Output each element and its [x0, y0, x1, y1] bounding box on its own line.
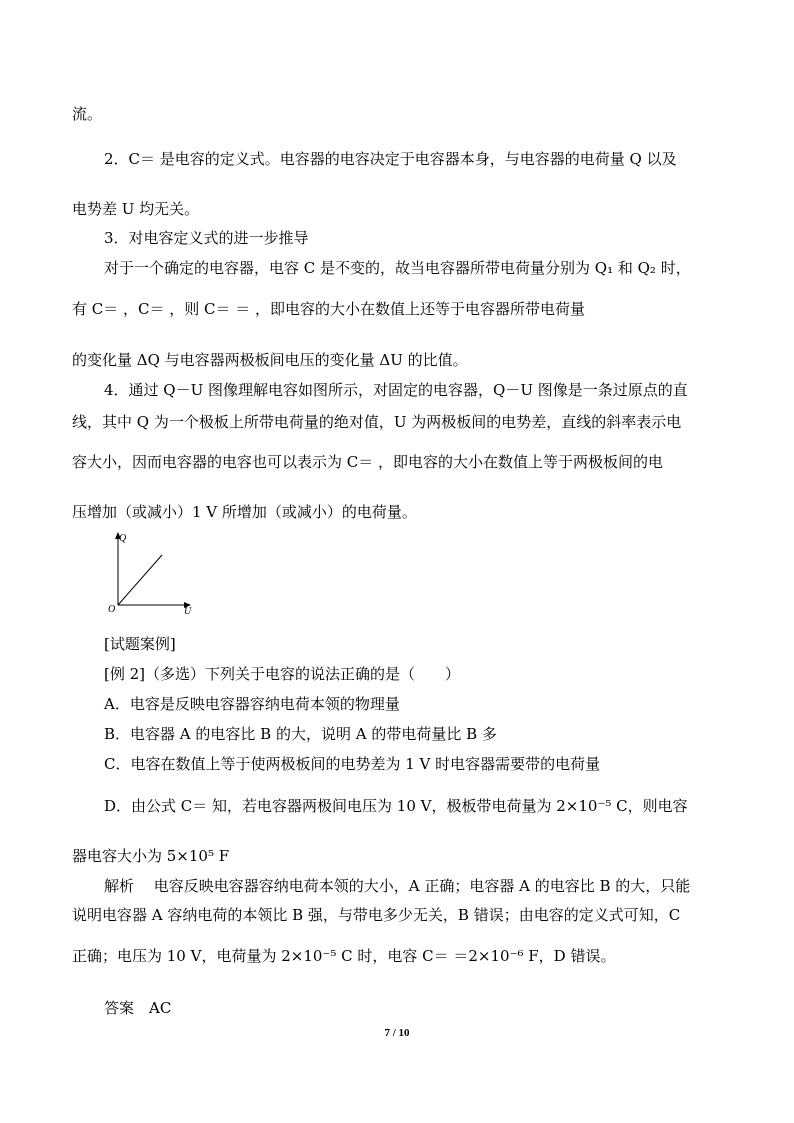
paragraph-line: 压增加（或减小）1 V 所增加（或减小）的电荷量。 — [72, 503, 417, 521]
paragraph-line: 的变化量 ΔQ 与电容器两极板间电压的变化量 ΔU 的比值。 — [72, 351, 468, 369]
analysis-line: 正确；电压为 10 V，电荷量为 2×10⁻⁵ C 时，电容 C＝ ＝2×10⁻⁶ F，D 错误。 — [72, 947, 616, 965]
paragraph-line: 有 C＝ ，C＝ ，则 C＝ ＝ ，即电容的大小在数值上还等于电容器所带电荷量 — [72, 300, 586, 318]
q-u-line — [118, 555, 162, 605]
section-heading: 3．对电容定义式的进一步推导 — [104, 229, 309, 247]
question-stem: [例 2]（多选）下列关于电容的说法正确的是（ ） — [104, 665, 461, 683]
page-number: 7 / 10 — [384, 1027, 410, 1039]
option-a: A．电容是反映电容器容纳电荷本领的物理量 — [104, 695, 400, 713]
analysis-line: 说明电容器 A 容纳电荷的本领比 B 强，与带电多少无关，B 错误；由电容的定义式可知，C — [72, 906, 681, 924]
paragraph-line: 流。 — [72, 105, 103, 123]
paragraph-line: 4．通过 Q－U 图像理解电容如图所示，对固定的电容器，Q－U 图像是一条过原点的直 — [104, 381, 688, 399]
answer-line: 答案 AC — [104, 999, 172, 1017]
origin-label: O — [108, 604, 116, 615]
section-label: [试题案例] — [104, 635, 176, 653]
x-axis-label: U — [184, 606, 192, 615]
paragraph-line: 2．C＝ 是电容的定义式。电容器的电容决定于电容器本身，与电容器的电荷量 Q 以及 — [104, 150, 677, 168]
analysis-line: 解析 电容反映电容器容纳电荷本领的大小，A 正确；电容器 A 的电容比 B 的大，只能 — [104, 877, 691, 895]
y-axis-label: Q — [119, 533, 127, 544]
paragraph-line: 电势差 U 均无关。 — [72, 200, 200, 218]
option-c: C．电容在数值上等于使两极板间的电势差为 1 V 时电容器需要带的电荷量 — [104, 755, 601, 773]
paragraph-line: 容大小，因而电容器的电容也可以表示为 C＝ ，即电容的大小在数值上等于两极板间的电 — [72, 453, 664, 471]
option-b: B．电容器 A 的电容比 B 的大，说明 A 的带电荷量比 B 多 — [104, 725, 497, 743]
paragraph-line: 线，其中 Q 为一个极板上所带电荷量的绝对值，U 为两极板间的电势差，直线的斜率表示电 — [72, 413, 682, 431]
option-d: D．由公式 C＝ 知，若电容器两极间电压为 10 V，极板带电荷量为 2×10⁻⁵ C，则电容 — [104, 797, 688, 815]
q-u-graph — [104, 530, 204, 615]
option-d-continued: 器电容大小为 5×10⁵ F — [72, 847, 230, 865]
paragraph-line: 对于一个确定的电容器，电容 C 是不变的，故当电容器所带电荷量分别为 Q₁ 和 Q₂ 时， — [104, 259, 691, 277]
